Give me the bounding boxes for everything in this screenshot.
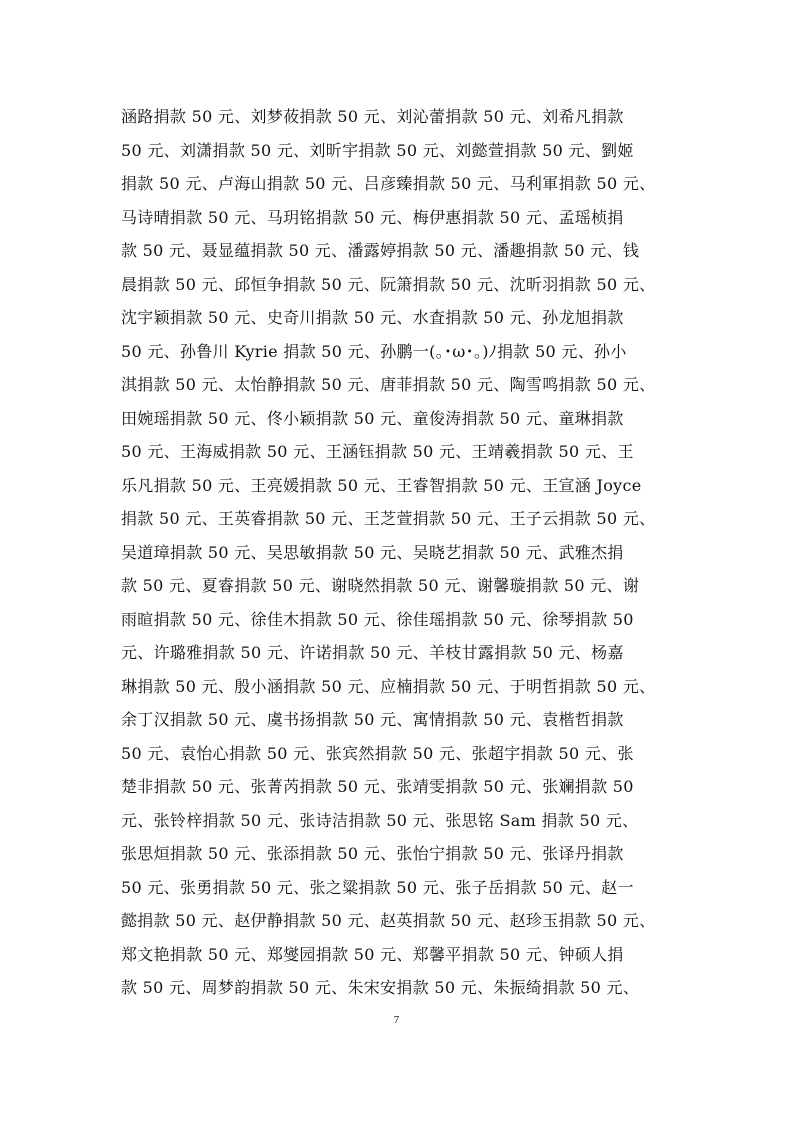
text-line: 郑文艳捐款 50 元、郑燮园捐款 50 元、郑馨平捐款 50 元、钟硕人捐 [121,944,624,964]
text-line: 吴道璋捐款 50 元、吴思敏捐款 50 元、吴晓艺捐款 50 元、武雅杰捐 [121,542,624,562]
text-line: 款 50 元、夏睿捐款 50 元、谢晓然捐款 50 元、谢馨璇捐款 50 元、谢 [121,576,640,595]
text-line: 晨捐款 50 元、邱恒争捐款 50 元、阮箫捐款 50 元、沈昕羽捐款 50 元、 [121,274,656,294]
text-line: 余丁汉捐款 50 元、虞书扬捐款 50 元、寓情捐款 50 元、袁楷哲捐款 [121,710,624,729]
text-line: 捐款 50 元、王英睿捐款 50 元、王芝萱捐款 50 元、王子云捐款 50 元、 [121,509,656,528]
text-line: 元、张铃梓捐款 50 元、张诗洁捐款 50 元、张思铭 Sam 捐款 50 元、 [121,810,639,830]
text-line: 马诗晴捐款 50 元、马玥铭捐款 50 元、梅伊惠捐款 50 元、孟瑶桢捐 [121,207,624,227]
text-line: 乐凡捐款 50 元、王亮媛捐款 50 元、王睿智捐款 50 元、王宣涵 Joyce [121,475,642,495]
text-line: 田婉瑶捐款 50 元、佟小颖捐款 50 元、童俊涛捐款 50 元、童琳捐款 [121,408,624,428]
text-line: 张思烜捐款 50 元、张添捐款 50 元、张怡宁捐款 50 元、张译丹捐款 [121,844,624,863]
page-number: 7 [393,1014,400,1026]
text-line: 涵路捐款 50 元、刘梦莜捐款 50 元、刘沁蕾捐款 50 元、刘希凡捐款 [121,107,624,126]
text-line: 懿捐款 50 元、赵伊静捐款 50 元、赵英捐款 50 元、赵珍玉捐款 50 元、 [121,911,656,930]
text-line: 淇捐款 50 元、太怡静捐款 50 元、唐菲捐款 50 元、陶雪鸣捐款 50 元、 [121,375,656,394]
text-line: 50 元、刘潇捐款 50 元、刘昕宇捐款 50 元、刘懿萱捐款 50 元、劉姬 [121,140,634,160]
text-line: 捐款 50 元、卢海山捐款 50 元、吕彦臻捐款 50 元、马利軍捐款 50 元、 [121,174,656,193]
text-line: 琳捐款 50 元、殷小涵捐款 50 元、应楠捐款 50 元、于明哲捐款 50 元、 [121,676,656,696]
text-line: 款 50 元、聂显蕴捐款 50 元、潘露婷捐款 50 元、潘趣捐款 50 元、钱 [121,241,640,260]
text-line: 沈宇颖捐款 50 元、史奇川捐款 50 元、水査捐款 50 元、孙龙旭捐款 [121,308,624,327]
text-line: 元、许璐雅捐款 50 元、许诺捐款 50 元、羊枝甘露捐款 50 元、杨嘉 [121,643,624,662]
donation-list-paragraph [121,100,681,1005]
text-line: 50 元、孙鲁川 Kyrie 捐款 50 元、孙鹏一(｡･ω･｡)ﾉ捐款 50 元、孙小 [121,341,627,361]
text-line: 雨暄捐款 50 元、徐佳木捐款 50 元、徐佳瑶捐款 50 元、徐琴捐款 50 [121,609,634,629]
text-line: 款 50 元、周梦韵捐款 50 元、朱宋安捐款 50 元、朱振绮捐款 50 元、 [121,978,640,997]
text-line: 50 元、袁怡心捐款 50 元、张宾然捐款 50 元、张超宇捐款 50 元、张 [121,743,634,763]
text-line: 50 元、张勇捐款 50 元、张之粱捐款 50 元、张子岳捐款 50 元、赵一 [121,877,634,897]
text-line: 50 元、王海威捐款 50 元、王涵钰捐款 50 元、王靖羲捐款 50 元、王 [121,442,634,461]
text-line: 楚非捐款 50 元、张菁芮捐款 50 元、张靖雯捐款 50 元、张斓捐款 50 [121,777,634,796]
